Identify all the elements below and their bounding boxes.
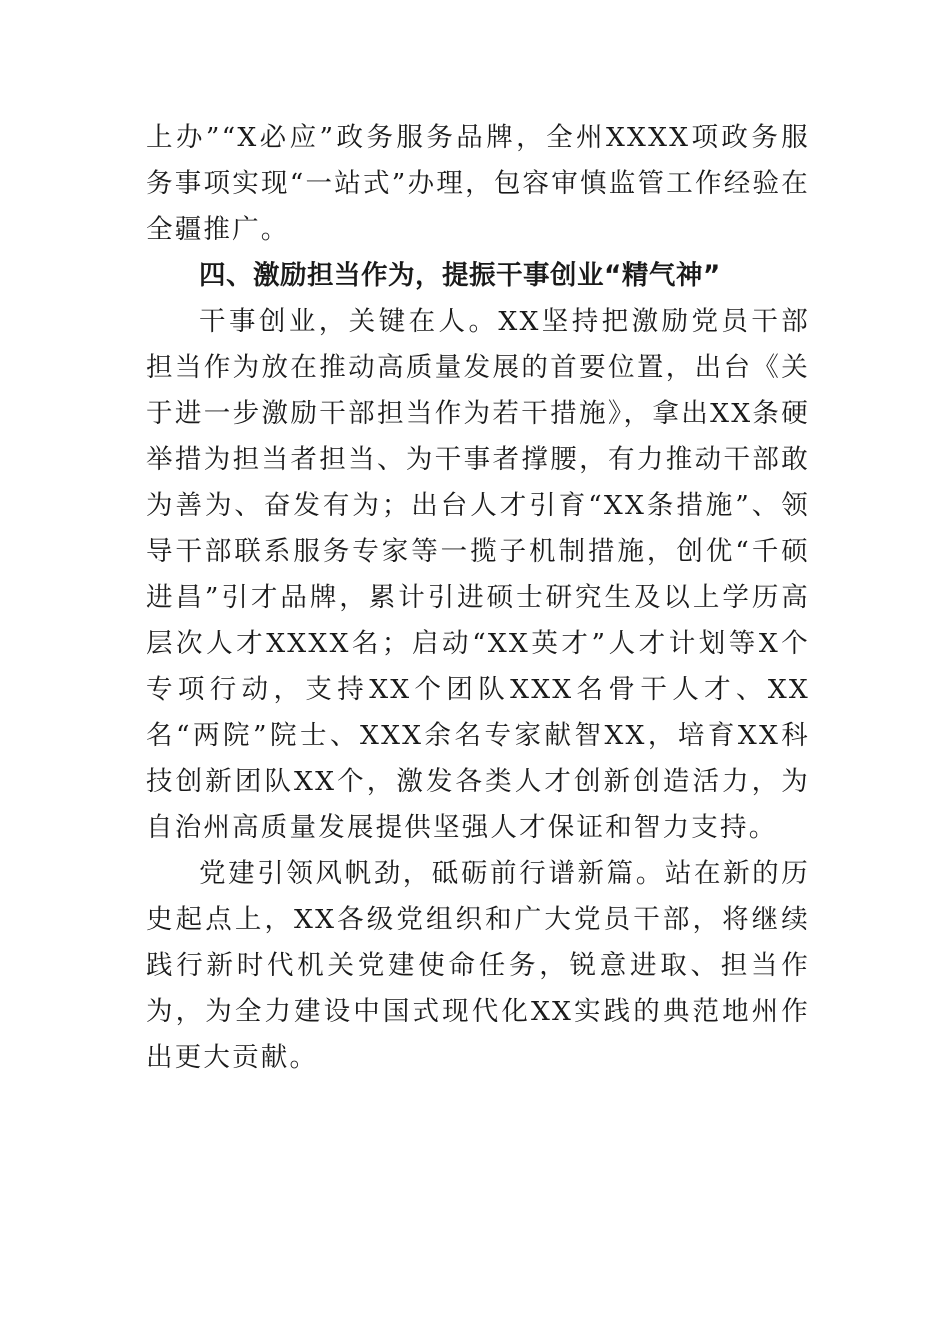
section-heading: 四、激励担当作为，提振干事创业“精气神” [199, 260, 721, 291]
paragraph-conclusion: 党建引领风帆劲，砥砺前行谱新篇。站在新的历史起点上，XX各级党组织和广大党员干部，将继续践行新时代机关党建使命任务，锐意进取、担当作为，为全力建设中国式现代化XX实践的典范地州作出更大贡献。 [146, 858, 810, 1073]
document-body [146, 115, 810, 1081]
paragraph-continued: 上办”“X必应”政务服务品牌，全州XXXX项政务服务事项实现“一站式”办理，包容审慎监管工作经验在全疆推广。 [146, 122, 810, 245]
paragraph-talent: 干事创业，关键在人。XX坚持把激励党员干部担当作为放在推动高质量发展的首要位置，出台《关于进一步激励干部担当作为若干措施》，拿出XX条硬举措为担当者担当、为干事者撑腰，有力推动干部敢为善为、奋发有为；出台人才引育“XX条措施”、领导干部联系服务专家等一揽子机制措施，创优“千硕进昌”引才品牌，累计引进硕士研究生及以上学历高层次人才XXXX名；启动“XX英才”人才计划等X个专项行动，支持XX个团队XXX名骨干人才、XX名“两院”院士、XXX余名专家献智XX，培育XX科技创新团队XX个，激发各类人才创新创造活力，为自治州高质量发展提供坚强人才保证和智力支持。 [146, 306, 810, 843]
